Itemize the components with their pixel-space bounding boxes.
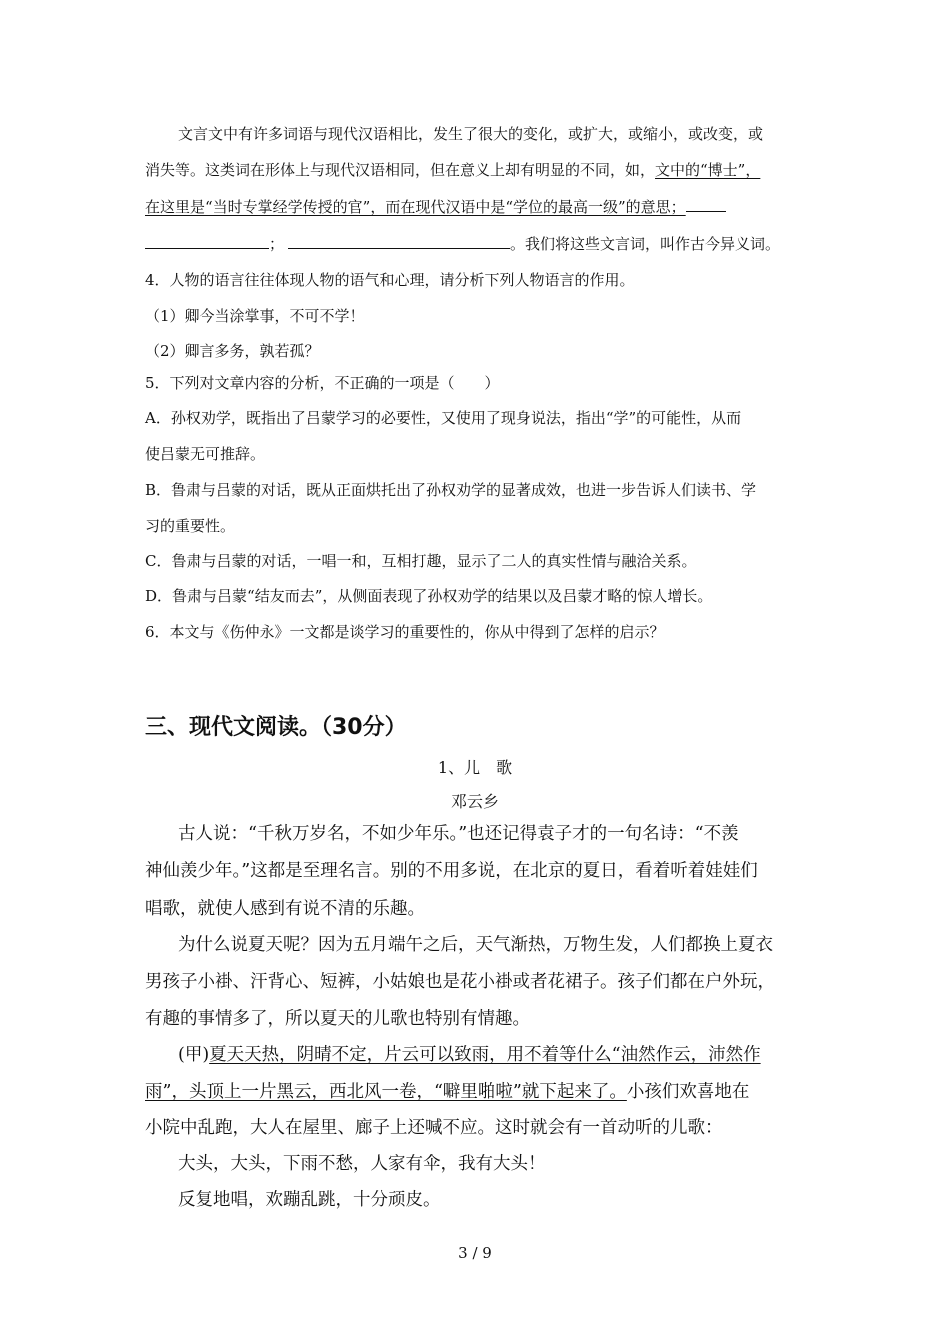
option-a-line-2: 使吕蒙无可推辞。 <box>145 445 266 463</box>
p3-line-2-rest: 小孩们欢喜地在 <box>626 1082 750 1102</box>
answer-blank-1[interactable] <box>686 197 726 212</box>
page-number: 3 / 9 <box>458 1244 492 1262</box>
para-line-1: 文言文中有许多词语与现代汉语相比，发生了很大的变化，或扩大，或缩小，或改变，或 <box>178 125 764 143</box>
p3-line-2 <box>145 1080 749 1104</box>
para-line-3 <box>145 197 726 217</box>
para-line-4 <box>145 234 780 254</box>
p2-line-3: 有趣的事情多了，所以夏天的儿歌也特别有情趣。 <box>145 1009 530 1029</box>
p3-label: (甲) <box>178 1045 210 1065</box>
p2-line-2: 男孩子小褂、汗背心、短裤，小姑娘也是花小褂或者花裙子。孩子们都在户外玩， <box>145 972 775 992</box>
option-c: C．鲁肃与吕蒙的对话，一唱一和，互相打趣，显示了二人的真实性情与融洽关系。 <box>145 552 697 570</box>
question-5: 5．下列对文章内容的分析，不正确的一项是（ ） <box>145 374 500 392</box>
p1-line-2: 神仙羡少年。”这都是至理名言。别的不用多说，在北京的夏日，看着听着娃娃们 <box>145 861 758 881</box>
article-author: 邓云乡 <box>450 792 499 811</box>
question-6: 6．本文与《伤仲永》一文都是谈学习的重要性的，你从中得到了怎样的启示？ <box>145 623 665 641</box>
p3-underlined-2: 雨”，头顶上一片黑云，西北风一卷，“噼里啪啦”就下起来了。 <box>145 1082 627 1102</box>
song-line: 大头，大头，下雨不愁，人家有伞，我有大头！ <box>178 1154 546 1174</box>
answer-blank-2[interactable] <box>145 234 269 249</box>
para-line-4-text: 。我们将这些文言词，叫作古今异义词。 <box>510 235 781 253</box>
p3-line-1 <box>178 1043 761 1067</box>
underlined-example-2: 在这里是“当时专掌经学传授的官”，而在现代汉语中是“学位的最高一级”的意思； <box>145 198 686 216</box>
question-4-sub-1: （1）卿今当涂掌事，不可不学！ <box>145 307 365 325</box>
p3-underlined-1: 夏天天热，阴晴不定，片云可以致雨，用不着等什么“油然作云，沛然作 <box>209 1045 761 1065</box>
section-heading: 三、现代文阅读。（30分） <box>145 715 407 740</box>
p2-line-1: 为什么说夏天呢？因为五月端午之后，天气渐热，万物生发，人们都换上夏衣 <box>178 935 773 955</box>
question-4-sub-2: （2）卿言多务，孰若孤？ <box>145 342 320 360</box>
para-line-2 <box>145 160 760 180</box>
option-a-line-1: A．孙权劝学，既指出了吕蒙学习的必要性，又使用了现身说法，指出“学”的可能性，从而 <box>145 409 742 427</box>
underlined-example-1: 文中的“博士”， <box>655 161 761 179</box>
option-d: D．鲁肃与吕蒙“结友而去”，从侧面表现了孙权劝学的结果以及吕蒙才略的惊人增长。 <box>145 587 713 605</box>
semicolon: ； <box>269 235 285 253</box>
p3-line-3: 小院中乱跑，大人在屋里、廊子上还喊不应。这时就会有一首动听的儿歌： <box>145 1118 723 1138</box>
p1-line-3: 唱歌，就使人感到有说不清的乐趣。 <box>145 899 425 919</box>
option-b-line-1: B．鲁肃与吕蒙的对话，既从正面烘托出了孙权劝学的显著成效，也进一步告诉人们读书、学 <box>145 481 757 499</box>
article-title: 1、儿 歌 <box>437 758 513 777</box>
answer-blank-3[interactable] <box>288 234 510 249</box>
para-line-2-text: 消失等。这类词在形体上与现代汉语相同，但在意义上却有明显的不同，如， <box>145 161 656 179</box>
p1-line-1: 古人说：“千秋万岁名，不如少年乐。”也还记得袁子才的一句名诗：“不羡 <box>178 824 739 844</box>
option-b-line-2: 习的重要性。 <box>145 517 236 535</box>
question-4: 4．人物的语言往往体现人物的语气和心理，请分析下列人物语言的作用。 <box>145 271 635 289</box>
p4-line: 反复地唱，欢蹦乱跳，十分顽皮。 <box>178 1190 441 1210</box>
